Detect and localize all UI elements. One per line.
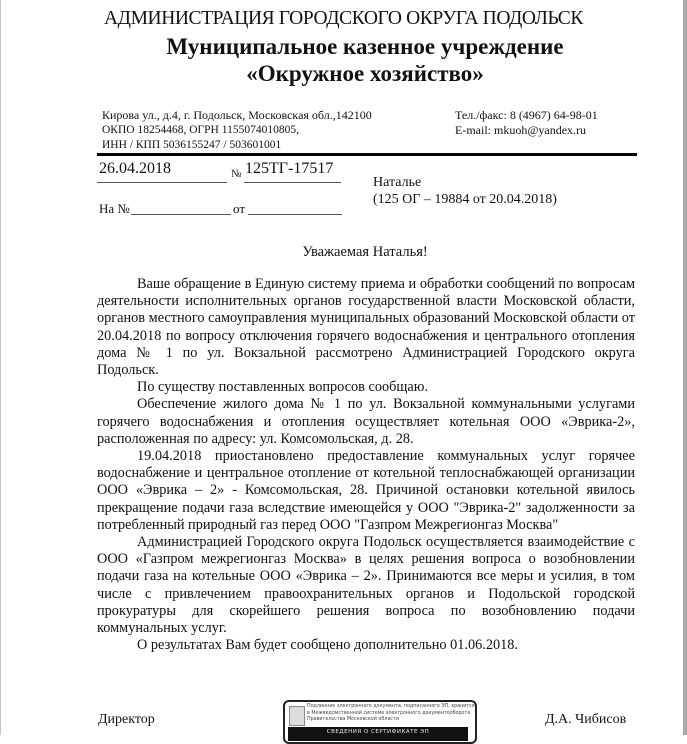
institution-name: Муниципальное казенное учреждение bbox=[166, 34, 564, 59]
signer-name: Д.А. Чибисов bbox=[545, 712, 627, 727]
address: Кирова ул., д.4, г. Подольск, Московская обл.,142100 bbox=[102, 108, 372, 122]
from-label: от bbox=[233, 201, 246, 216]
header-rule bbox=[97, 153, 637, 156]
stamp-text: Подлинник электронного документа, подписанного ЭП, хранится в Межведомственной системе электронного документооборота Правительства Московской области bbox=[307, 704, 475, 723]
outgoing-date: 26.04.2018 bbox=[99, 160, 171, 177]
number-sign: № bbox=[231, 168, 242, 180]
administration-title: АДМИНИСТРАЦИЯ ГОРОДСКОГО ОКРУГА ПОДОЛЬСК bbox=[103, 8, 583, 29]
paragraph: По существу поставленных вопросов сообщаю. bbox=[137, 379, 429, 396]
recipient-block bbox=[373, 174, 557, 208]
date-underline bbox=[97, 182, 227, 183]
stamp-banner: СВЕДЕНИЯ О СЕРТИФИКАТЕ ЭП bbox=[288, 727, 468, 741]
reply-to-underline bbox=[131, 214, 231, 215]
paragraph: О результатах Вам будет сообщено дополнительно 01.06.2018. bbox=[137, 637, 519, 654]
page-border-left bbox=[0, 0, 1, 735]
greeting: Уважаемая Наталья! bbox=[302, 244, 428, 260]
contacts-block bbox=[455, 108, 598, 138]
coat-of-arms-icon bbox=[289, 706, 305, 726]
inn-kpp: ИНН / КПП 5036155247 / 503601001 bbox=[102, 139, 282, 151]
outgoing-number: 125ТГ-17517 bbox=[245, 160, 334, 177]
electronic-signature-stamp bbox=[283, 700, 477, 744]
address-block bbox=[102, 108, 372, 153]
paragraph: Ваше обращение в Единую систему приема и обработки сообщений по вопросам деятельности исполнительных органов государственной власти Московской области, органов местного самоуправления муниципальных образований Московской области от 20.04.2018 по вопросу отключения горячего водоснабжения и центрального отопления дома № 1 по ул. Вокзальной рассмотрено Администрацией Городского округа Подольск. bbox=[97, 276, 635, 379]
okpo-ogrn: ОКПО 18254468, ОГРН 1155074010805, bbox=[102, 124, 299, 136]
from-underline bbox=[248, 214, 342, 215]
number-underline bbox=[244, 182, 341, 183]
recipient-reference: (125 ОГ – 19884 от 20.04.2018) bbox=[373, 192, 557, 207]
recipient-name: Наталье bbox=[373, 175, 422, 190]
paragraph: Обеспечение жилого дома № 1 по ул. Вокзальной коммунальными услугами горячего водоснабжения и отопления осуществляет котельная ООО «Эврика-2», расположенная по адресу: ул. Комсомольская, д. 28. bbox=[97, 396, 635, 447]
paragraph: 19.04.2018 приостановлено предоставление коммунальных услуг горячее водоснабжение и центральное отопление от котельной теплоснабжающей организации ООО «Эврика – 2» - Комсомольская, 28. Причиной остановки котельной явилось прекращение подачи газа вследствие имеющейся у ООО "Эврика-2" задолженности за потребленный природный газ перед ООО "Газпром Межрегионгаз Москва" bbox=[97, 448, 635, 533]
institution-quoted-name: «Окружное хозяйство» bbox=[246, 61, 484, 86]
reply-to-label: На № bbox=[99, 201, 130, 216]
paragraph: Администрацией Городского округа Подольск осуществляется взаимодействие с ООО «Газпром межрегионгаз Москва» в целях решения вопроса о возобновлении подачи газа на котельные ООО «Эврика – 2». Принимаются все меры и усилия, в том числе с привлечением правоохранительных органов и Подольской городской прокуратуры для скорейшего решения вопроса по возобновлению подачи коммунальных услуг. bbox=[97, 534, 635, 637]
page-border-right bbox=[683, 0, 687, 735]
email: E-mail: mkuoh@yandex.ru bbox=[455, 123, 587, 137]
signer-position: Директор bbox=[98, 712, 155, 727]
letter-body bbox=[97, 276, 635, 654]
phone: Тел./факс: 8 (4967) 64-98-01 bbox=[455, 108, 598, 122]
